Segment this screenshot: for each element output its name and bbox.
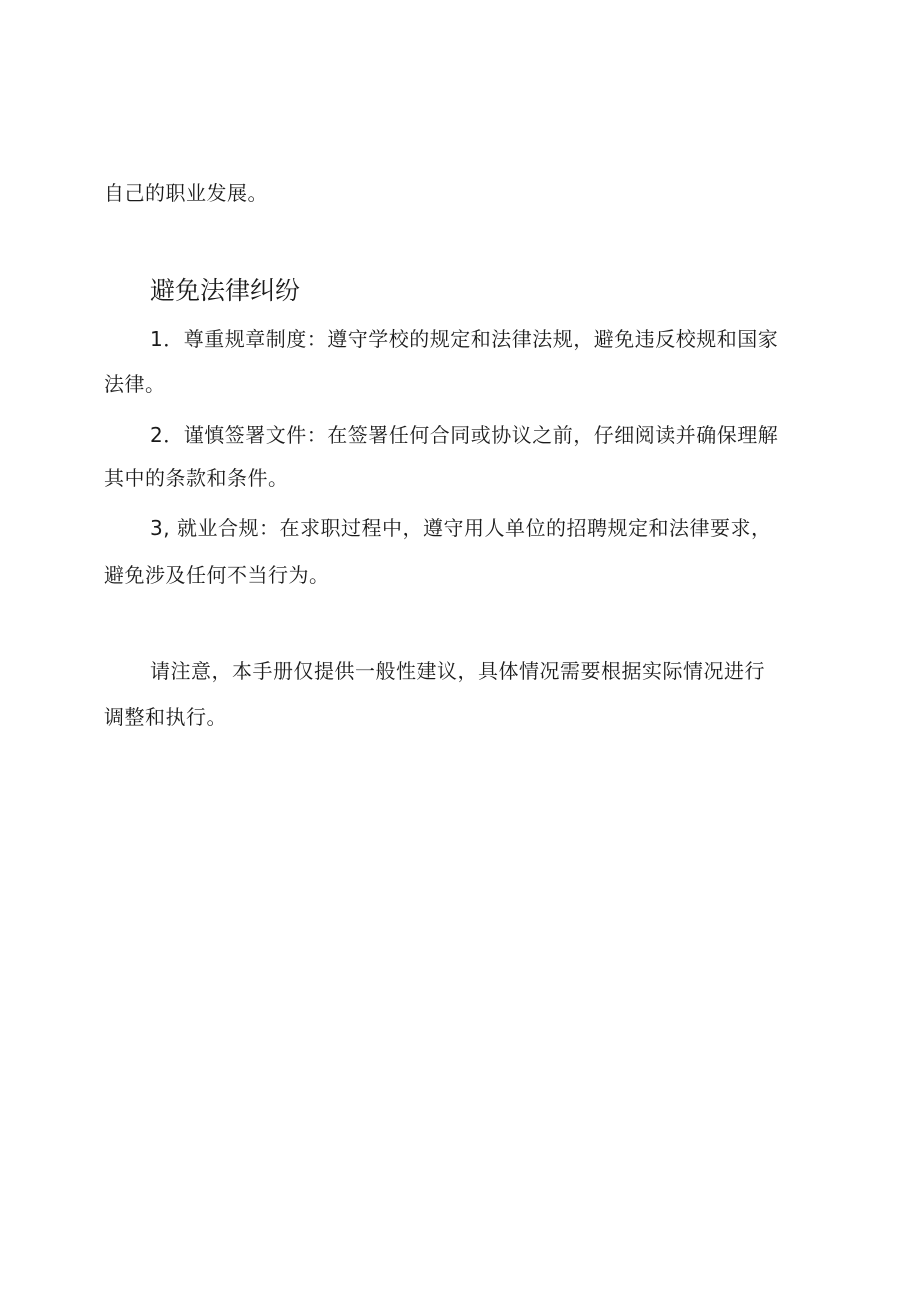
continuation-paragraph: 自己的职业发展。 xyxy=(104,181,268,205)
list-item-3-line-2: 避免涉及任何不当行为。 xyxy=(104,563,330,587)
section-heading: 避免法律纠纷 xyxy=(150,276,301,305)
note-line-1: 请注意，本手册仅提供一般性建议，具体情况需要根据实际情况进行 xyxy=(150,659,765,683)
list-item-1-line-1: 1．尊重规章制度：遵守学校的规定和法律法规，避免违反校规和国家 xyxy=(150,327,779,351)
note-line-2: 调整和执行。 xyxy=(104,705,227,729)
list-item-2-line-1: 2．谨慎签署文件：在签署任何合同或协议之前，仔细阅读并确保理解 xyxy=(150,423,779,447)
list-item-1-line-2: 法律。 xyxy=(104,372,166,396)
list-item-3-line-1: 3, 就业合规：在求职过程中，遵守用人单位的招聘规定和法律要求， xyxy=(150,516,772,540)
list-item-2-line-2: 其中的条款和条件。 xyxy=(104,466,289,490)
